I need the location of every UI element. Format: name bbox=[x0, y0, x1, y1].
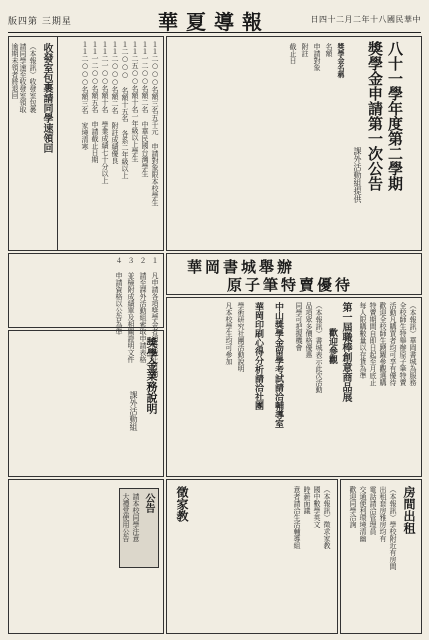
expo-headline: 第一屆職棒創意商品展 bbox=[340, 302, 351, 402]
feature-col: （本報訊）華岡書城為服務 bbox=[409, 302, 417, 386]
table-col: １１二五○○名額十名一年級以上學生 bbox=[131, 41, 139, 162]
table-col: １１一二○○名額五名 申請截止日期 bbox=[91, 41, 99, 163]
table-header-target: 申請對象 bbox=[313, 43, 321, 71]
notice-block bbox=[8, 479, 164, 634]
feature-col: 品項眾多價格優惠 bbox=[305, 302, 313, 358]
note: １ 凡申請各項獎學金者須於截止日前 bbox=[151, 257, 159, 377]
table-col: １二○○○ 名額十五名 各系二年級以上 bbox=[121, 41, 129, 179]
feature-col: 全校師生特舉辦原子筆特賣 bbox=[399, 302, 407, 386]
printing-headline: 華岡印刷心得分析請洽社團 bbox=[253, 302, 263, 410]
table-col: １１二○○○名額二名 附註成績優良 bbox=[111, 41, 119, 164]
rental-col: 出租套房雅房均有 bbox=[379, 486, 387, 542]
masthead-left: 版四第 三期星 bbox=[8, 17, 72, 27]
table-col: １１二○○○名額三名 家境清寒 bbox=[81, 41, 89, 150]
feature-col: 每人限購數量以存貨為準 bbox=[359, 302, 367, 379]
scholarship-explanation bbox=[8, 330, 164, 477]
scholarship-headline-2: 獎學金申請第一次公告 bbox=[366, 41, 384, 191]
notice-title: 公告 bbox=[143, 493, 154, 513]
rental-col: 交通便利環境清幽 bbox=[359, 486, 367, 542]
feature-col: 學術研究社團活動說明 bbox=[237, 302, 245, 372]
notice-line: 請本校同學注意 bbox=[132, 493, 140, 542]
wanted-col: （本報訊）徵求家教 bbox=[323, 486, 331, 549]
wanted-title: 徵家教 bbox=[175, 486, 189, 522]
table-col: １１二一○○名額十名 學業成績七十分以上 bbox=[101, 41, 109, 184]
table-col: １１一二○○名額二名 中華民國台灣學生 bbox=[141, 41, 149, 177]
feature-col: （本報訊）書城表示此次活動 bbox=[315, 302, 323, 393]
zhongshan-headline: 中山獎學金留學考試請洽輔導室 bbox=[273, 302, 283, 428]
rental-col: （本報訊）學校附近有房間 bbox=[389, 486, 397, 570]
feature-headline-block bbox=[166, 253, 422, 295]
note: ２ 請至課外活動組索取申請表格 bbox=[139, 257, 147, 363]
mailroom-headline: 收發室包裹請同學速領回 bbox=[41, 43, 52, 153]
masthead-right: 日四十二月二年十八國民華中 bbox=[310, 15, 421, 24]
wanted-col: 時薪面議 bbox=[303, 486, 311, 514]
feature-body bbox=[166, 297, 422, 477]
feature-col: 歡迎全校師生踴躍參觀選購 bbox=[379, 302, 387, 386]
rental-col: 電話請洽管理員 bbox=[369, 486, 377, 535]
expo-subhead: 歡迎參觀 bbox=[327, 328, 337, 364]
explanation-byline: 課外活動組 bbox=[129, 391, 138, 431]
table-header-note: 附註 bbox=[301, 43, 309, 57]
feature-col: 活動凡購買者均可享有優待 bbox=[389, 302, 397, 386]
table-header-deadline: 截止日 bbox=[289, 43, 297, 64]
wanted-block bbox=[166, 479, 338, 634]
feature-headline-2: 原子筆特賣優待 bbox=[227, 276, 354, 294]
feature-col: 同學可把握機會 bbox=[295, 302, 303, 351]
wanted-col: 國中數學英文 bbox=[313, 486, 321, 528]
feature-col: 特賣期間自即日起至月底止 bbox=[369, 302, 377, 386]
note: ３ 並檢附成績單及相關證明文件 bbox=[127, 257, 135, 363]
scholarship-table bbox=[8, 36, 164, 251]
feature-col: 凡本校學生均可參加 bbox=[225, 302, 233, 365]
mailroom-text: 請同學速至收發室領取 bbox=[19, 43, 27, 113]
mailroom-text: 逾期未領者將退回 bbox=[11, 43, 19, 99]
notice-line: 大禮堂使用公告 bbox=[122, 493, 130, 542]
masthead bbox=[8, 6, 421, 33]
wanted-col: 意者請洽生活輔導組 bbox=[293, 486, 301, 549]
masthead-title: 華夏導報 bbox=[158, 10, 270, 34]
note: ４ 申請資格以公告為準 bbox=[115, 257, 123, 335]
rental-title: 房間出租 bbox=[402, 486, 416, 534]
rental-block bbox=[340, 479, 422, 634]
scholarship-block bbox=[166, 36, 422, 251]
table-header-name: 獎學金名稱 bbox=[337, 43, 346, 78]
table-col: １１二○○○名額三名五千元 申請對象限本校學生 bbox=[151, 41, 159, 206]
mailroom-text: （本報訊）收發室包裹 bbox=[29, 43, 37, 113]
scholarship-headline-1: 八十一學年度第二學期 bbox=[386, 41, 404, 191]
notice-box bbox=[119, 488, 159, 568]
divider bbox=[57, 37, 58, 250]
rental-col: 歡迎同學洽詢 bbox=[349, 486, 357, 528]
scholarship-byline: 課外活動組提供 bbox=[353, 147, 362, 203]
explanation-title: 獎學金業務說明 bbox=[145, 337, 158, 414]
table-header-quota: 名額 bbox=[325, 43, 333, 57]
feature-headline-1: 華岡書城舉辦 bbox=[187, 258, 296, 276]
